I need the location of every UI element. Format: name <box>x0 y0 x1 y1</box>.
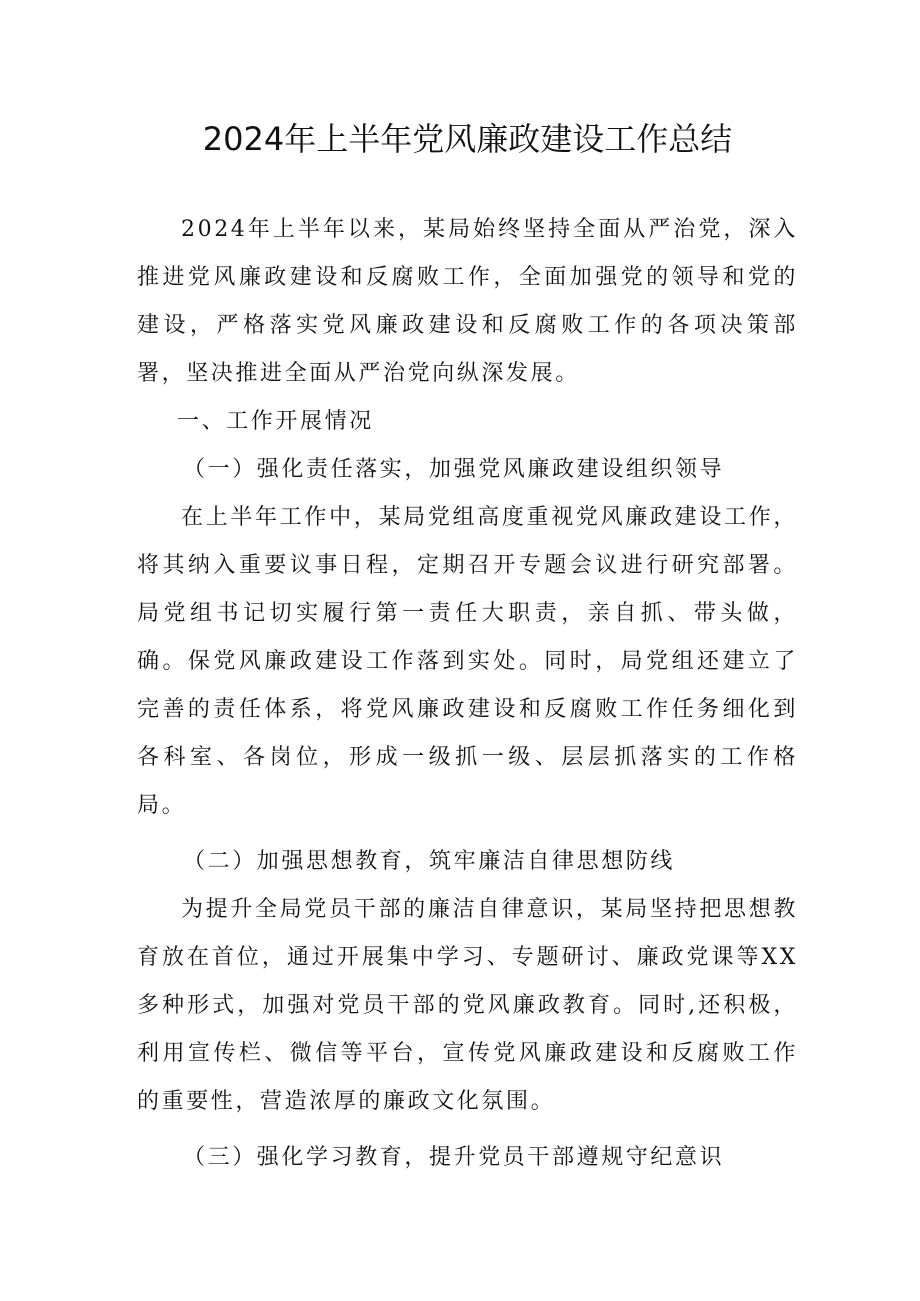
document-body <box>137 206 798 1182</box>
intro-paragraph: 2024年上半年以来，某局始终坚持全面从严治党，深入推进党风廉政建设和反腐败工作，全面加强党的领导和党的建设，严格落实党风廉政建设和反腐败工作的各项决策部署，坚决推进全面从严治党向纵深发展。 <box>137 217 798 386</box>
subsection-body-responsibility: 在上半年工作中，某局党组高度重视党风廉政建设工作，将其纳入重要议事日程，定期召开专题会议进行研究部署。局党组书记切实履行第一责任大职责，亲自抓、带头做，确。保党风廉政建设工作落到实处。同时，局党组还建立了完善的责任体系，将党风廉政建设和反腐败工作任务细化到各科室、各岗位，形成一级抓一级、层层抓落实的工作格局。 <box>137 505 798 818</box>
subsection-body-ideological-education: 为提升全局党员干部的廉洁自律意识，某局坚持把思想教育放在首位，通过开展集中学习、专题研讨、廉政党课等XX多种形式，加强对党员干部的党风廉政教育。同时,还积极，利用宣传栏、微信等平台，宣传党风廉政建设和反腐败工作的重要性，营造浓厚的廉政文化氛围。 <box>137 897 798 1114</box>
document-title: 2024年上半年党风廉政建设工作总结 <box>202 120 733 158</box>
subsection-heading-ideological-education: （二）加强思想教育，筑牢廉洁自律思想防线 <box>183 849 676 874</box>
subsection-heading-study-education: （三）强化学习教育，提升党员干部遵规守纪意识 <box>183 1145 725 1170</box>
subsection-heading-responsibility: （一）强化责任落实，加强党风廉政建设组织领导 <box>183 457 725 482</box>
section-heading-work-progress: 一、工作开展情况 <box>177 409 374 434</box>
